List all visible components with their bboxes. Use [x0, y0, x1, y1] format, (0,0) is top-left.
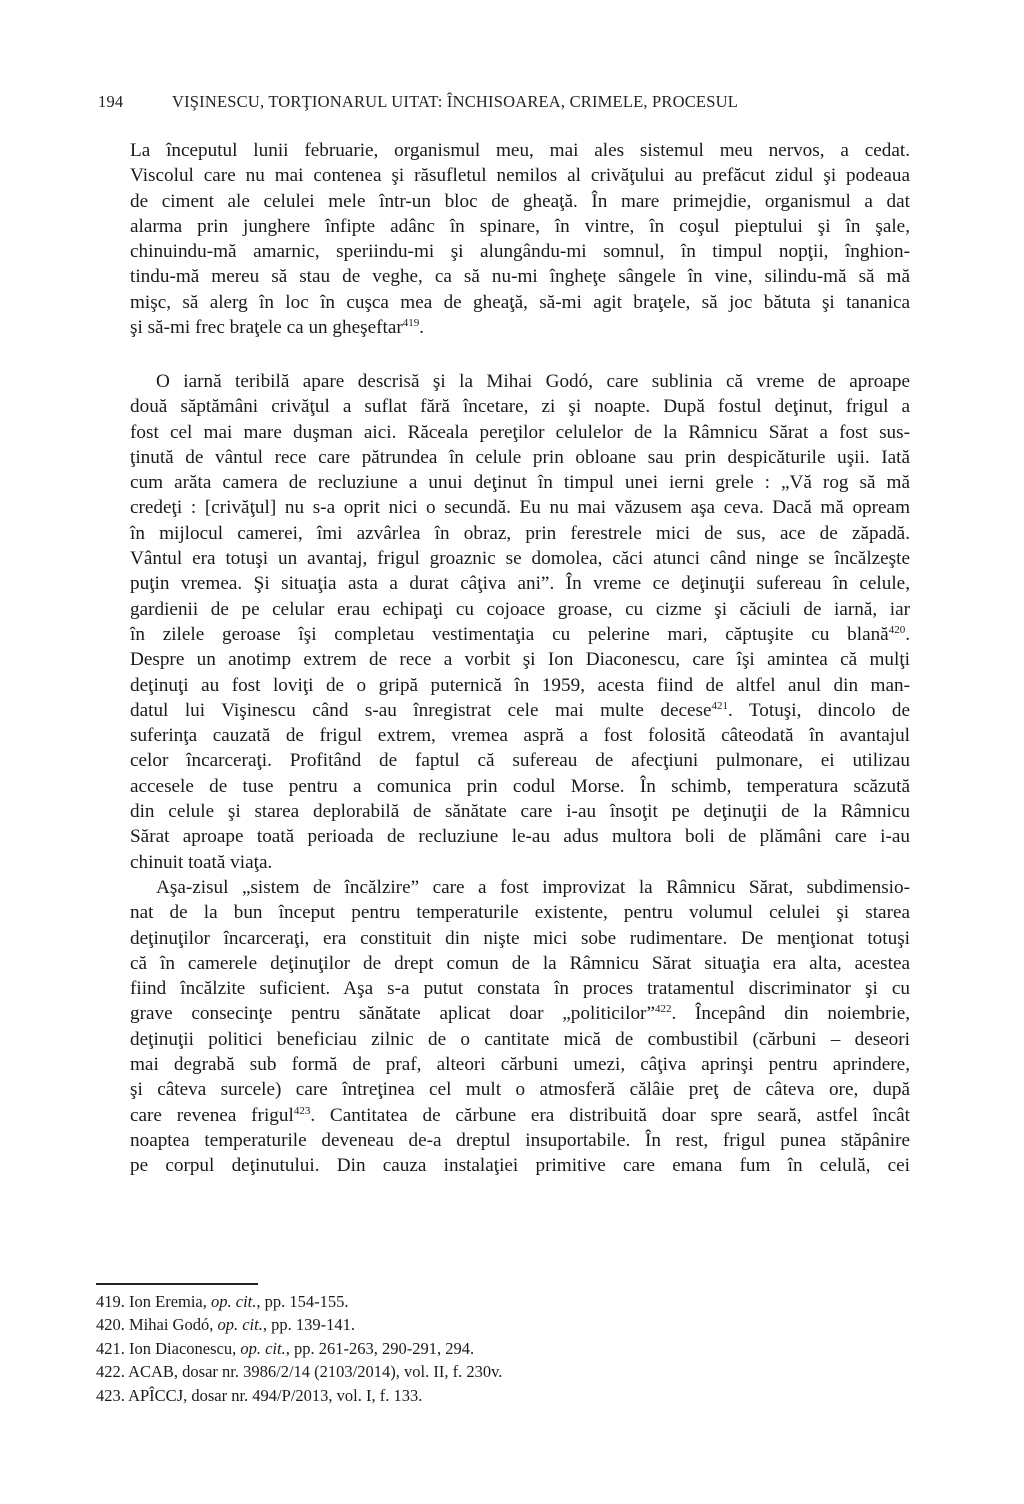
quote-line: Viscolul care nu mai contenea şi răsufletul nemilos al crivăţului au prefăcut zidul şi podeaua [130, 165, 910, 187]
quote-line: alarma prin junghere înfipte adânc în spinare, în vintre, în coşul pieptului şi în şale, [130, 215, 910, 237]
footnote-420 [96, 1313, 896, 1336]
text-line: Sărat aproape toată perioada de recluziune le-au adus multora boli de plămâni care i-au [130, 826, 910, 848]
footnote-pages: , pp. 154-155. [256, 1292, 349, 1311]
footnote-source: APÎCCJ, dosar nr. 494/P/2013, vol. I, f. 133. [128, 1385, 423, 1405]
footnote-422 [96, 1360, 896, 1383]
text-line: O iarnă teribilă apare descrisă şi la Mihai Godó, care sublinia că vreme de aproape [156, 371, 910, 392]
footnote-number: 422. [96, 1362, 125, 1382]
quote-text: şi să-mi frec braţele ca un gheşeftar [130, 317, 403, 339]
footnote-source: Ion Diaconescu, [129, 1338, 237, 1358]
quote-end: . [419, 317, 425, 339]
running-title: VIŞINESCU, TORŢIONARUL UITAT: ÎNCHISOAREA, CRIMELE, PROCESUL [172, 92, 738, 111]
footnote-italic: op. cit. [217, 1315, 263, 1335]
text-line: din celule şi starea deplorabilă de sănătate care i-au însoţit pe deţinuţii de la Râmnicu [130, 801, 910, 823]
text-line: accesele de tuse pentru a comunica prin codul Morse. În schimb, temperatura scăzută [130, 775, 910, 797]
text-span: . Cantitatea de cărbune era distribuită doar spre seară, astfel încât [310, 1104, 910, 1126]
text-line [130, 622, 910, 647]
text-line: fiind încălzite suficient. Aşa s-a putut constata în proces tratamentul discriminator şi cu [130, 978, 910, 1000]
block-quote [130, 138, 910, 340]
text-line: mai degrabă sub formă de praf, alteori cărbuni umezi, câţiva aprinşi pentru aprindere, [130, 1054, 910, 1076]
text-span: . Începând din noiembrie, [671, 1003, 911, 1025]
text-line: puţin vremea. Şi situaţia asta a durat câţiva ani”. În vreme ce deţinuţii sufereau în celule, [130, 573, 910, 595]
footnote-source: ACAB, dosar nr. 3986/2/14 (2103/2014), vol. II, f. 230v. [128, 1362, 503, 1382]
footnote-pages: , pp. 139-141. [262, 1315, 355, 1335]
text-line: chinuit toată viaţa. [130, 851, 273, 873]
text-line: deţinuţii politici beneficiau zilnic de o cantitate mică de combustibil (cărbuni – deseori [130, 1028, 910, 1050]
footnote-number: 420. [96, 1315, 125, 1335]
quote-line [130, 315, 910, 340]
running-header [98, 92, 898, 112]
footnote-source: Mihai Godó, [129, 1315, 214, 1335]
text-line: gardienii de pe celular erau echipaţi cu cojoace groase, cu cizme şi căciuli de iarnă, iar [130, 598, 910, 620]
footnote-number: 419. [96, 1292, 125, 1311]
footnote-divider [96, 1283, 258, 1285]
text-line: deţinuţilor încarceraţi, era constituit din nişte mici sobe rudimentare. De menţionat totuşi [130, 927, 910, 949]
footnote-421 [96, 1337, 896, 1360]
text-line: că în camerele deţinuţilor de drept comun de la Râmnicu Sărat situaţia era alta, acestea [130, 952, 910, 974]
paragraph-1 [130, 369, 910, 875]
text-line: nat de la bun început pentru temperaturile existente, pentru volumul celulei şi starea [130, 902, 910, 924]
quote-line: chinuindu-mă amarnic, speriindu-mi şi alungându-mi somnul, în timpul nopţii, înghion- [130, 241, 910, 263]
text-span: grave consecinţe pentru sănătate aplicat doar „politicilor” [130, 1003, 655, 1025]
footnote-423 [96, 1384, 896, 1407]
footnote-source: Ion Eremia, [129, 1292, 207, 1311]
quote-line: La începutul lunii februarie, organismul meu, mai ales sistemul meu nervos, a cedat. [130, 140, 910, 161]
text-line: şi câteva surcele) care întreţinea cel mult o atmosferă călâie preţ de câteva ore, după [130, 1079, 910, 1101]
main-text [130, 369, 910, 1179]
footnote-ref-419[interactable]: 419 [402, 317, 420, 330]
footnotes [96, 1290, 896, 1407]
text-line: Aşa-zisul „sistem de încălzire” care a fost improvizat la Râmnicu Sărat, subdimensio- [156, 876, 910, 898]
text-line: două săptămâni crivăţul a suflat fără încetare, zi şi noapte. După fostul deţinut, frigul a [130, 396, 910, 418]
text-span: . [905, 623, 910, 645]
text-line [130, 1001, 910, 1026]
text-line: Despre un anotimp extrem de rece a vorbit şi Ion Diaconescu, care îşi amintea că mulţi [130, 649, 910, 671]
footnote-ref-422[interactable]: 422 [654, 1003, 672, 1016]
footnote-italic: op. cit. [211, 1292, 257, 1311]
text-line [130, 698, 910, 723]
quote-line: tindu-mă mereu să stau de veghe, ca să nu-mi îngheţe sângele în vine, silindu-mă să mă [130, 266, 910, 288]
footnote-pages: , pp. 261-263, 290-291, 294. [285, 1338, 475, 1358]
footnote-ref-420[interactable]: 420 [888, 623, 906, 636]
text-span: datul lui Vişinescu când s-au înregistrat cele mai multe decese [130, 699, 712, 721]
footnote-number: 423. [96, 1385, 125, 1405]
text-span: . Totuşi, dincolo de [727, 699, 911, 721]
footnote-italic: op. cit. [240, 1338, 286, 1358]
text-line: credeţi : [crivăţul] nu s-a oprit nici o secundă. Eu nu mai văzusem aşa ceva. Dacă mă opream [130, 497, 910, 519]
paragraph-2 [130, 875, 910, 1179]
page-number: 194 [98, 92, 124, 111]
text-line: noaptea temperaturile deveneau de-a dreptul insuportabile. În rest, frigul punea stăpânire [130, 1129, 910, 1151]
footnote-ref-421[interactable]: 421 [711, 699, 728, 712]
text-span: în zilele geroase îşi completau vestimentaţia cu pelerine mari, căptuşite cu blană [130, 623, 889, 645]
text-line: pe corpul deţinutului. Din cauza instalaţiei primitive care emana fum în celulă, cei [130, 1155, 910, 1177]
text-line: Vântul era totuşi un avantaj, frigul groaznic se domolea, căci atunci când ninge se încălzeşte [130, 548, 910, 570]
text-line: în mijlocul camerei, îmi azvârlea în obraz, prin ferestrele mici de sus, ace de zăpadă. [130, 522, 910, 544]
text-line [130, 1103, 910, 1128]
footnote-number: 421. [96, 1338, 125, 1358]
text-line: celor încarceraţi. Profitând de faptul că sufereau de afecţiuni pulmonare, ei utilizau [130, 750, 910, 772]
text-line: ţinută de vântul rece care pătrundea în celule prin obloane sau prin despicăturile uşii. Iată [130, 446, 910, 468]
footnote-ref-423[interactable]: 423 [293, 1104, 311, 1117]
footnote-419 [96, 1290, 896, 1313]
quote-line: mişc, să alerg în loc în cuşca mea de gheaţă, să-mi agit braţele, să joc bătuta şi tananica [130, 291, 910, 313]
text-line: suferinţa cauzată de frigul extrem, vremea aspră a fost folosită câteodată în avantajul [130, 725, 910, 747]
text-span: care revenea frigul [130, 1104, 294, 1126]
quote-line: de ciment ale celulei mele într-un bloc de gheaţă. În mare primejdie, organismul a dat [130, 190, 910, 212]
text-line: fost cel mai mare duşman aici. Răceala pereţilor celulelor de la Râmnicu Sărat a fost sus- [130, 421, 910, 443]
text-line: cum arăta camera de recluziune a unui deţinut în timpul unei ierni grele : „Vă rog să mă [130, 472, 910, 494]
text-line: deţinuţi au fost loviţi de o gripă puternică în 1959, acesta fiind de altfel anul din man- [130, 674, 910, 696]
